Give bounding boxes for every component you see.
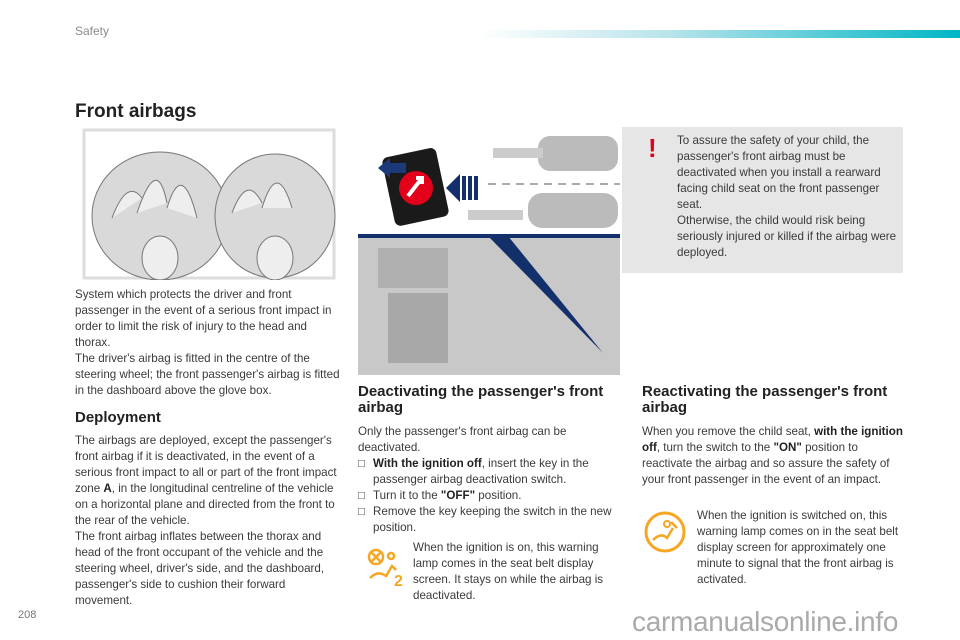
reactivating-section [642, 384, 907, 488]
reactivating-heading: Reactivating the passenger's front airbag [642, 383, 888, 416]
airbag-off-lamp-icon [366, 548, 410, 588]
text: When you remove the child seat, [642, 425, 815, 438]
page-number: 208 [18, 609, 37, 621]
warning-icon: ! [648, 133, 657, 163]
text: Turn it to the [373, 489, 441, 502]
text: , in the longitudinal centreline of the vehicle on a horizontal plane and directed from the front to the rear of the vehicle. [75, 482, 335, 527]
intro-paragraph: System which protects the driver and front passenger in the event of a serious front impact in order to limit the risk of injury to the head and thorax. [75, 288, 332, 349]
text: The airbags are deployed, except the passenger's front airbag if it is deactivated, in the event of a serious front impact to all or part of the front impact zone [75, 434, 337, 495]
svg-text:2: 2 [394, 573, 403, 588]
text: Remove the key keeping the switch in the new position. [373, 505, 612, 534]
step-1 [358, 456, 623, 488]
airbag-illustration [82, 128, 340, 280]
watermark: carmanualsonline.info [632, 606, 899, 637]
deactivating-heading: Deactivating the passenger's front airbag [358, 383, 604, 416]
text: position to reactivate the airbag and so assure the safety of your front passenger in the event of an impact. [642, 441, 890, 486]
text: , turn the switch to the [656, 441, 774, 454]
bullet: □ [358, 457, 366, 470]
deployment-heading: Deployment [75, 409, 161, 426]
text: "OFF" [440, 489, 476, 502]
deactivating-intro: Only the passenger's front airbag can be deactivated. [358, 425, 567, 454]
bullet: □ [358, 505, 366, 518]
activated-lamp-text: When the ignition is switched on, this warning lamp comes on in the seat belt display screen for approximately one minute to signal that the front airbag is activated. [697, 509, 899, 586]
header-accent-bar [480, 30, 960, 38]
page-title: Front airbags [75, 101, 197, 122]
bullet: □ [358, 489, 366, 502]
intro-section [75, 287, 340, 609]
text: , insert the key in the passenger airbag deactivation switch. [373, 457, 589, 486]
reactivating-paragraph [642, 424, 907, 488]
text: with the ignition off [642, 425, 903, 454]
warning-text: To assure the safety of your child, the passenger's front airbag must be deactivated when you install a rearward facing child seat on the front passenger seat. [677, 134, 881, 211]
child-safety-warning [622, 127, 903, 273]
airbag-on-lamp-icon [643, 510, 687, 554]
text: position. [475, 489, 522, 502]
deployment-paragraph [75, 433, 340, 529]
step-3 [358, 504, 623, 536]
zone-label: A [103, 482, 112, 495]
deployment-paragraph: The front airbag inflates between the thorax and head of the front occupant of the vehicle and the steering wheel, driver's side, and the dashboard, passenger's side to cushion their forward movement. [75, 530, 325, 607]
text: "ON" [773, 441, 802, 454]
text: With the ignition off [373, 457, 482, 470]
deactivating-section [358, 384, 623, 536]
intro-paragraph: The driver's airbag is fitted in the centre of the steering wheel; the front passenger's airbag is fitted in the dashboard above the glove box. [75, 352, 340, 397]
step-2 [358, 488, 623, 504]
warning-text: Otherwise, the child would risk being seriously injured or killed if the airbag were deployed. [677, 214, 897, 259]
deactivation-switch-diagram [358, 128, 620, 375]
section-label: Safety [75, 24, 110, 38]
deactivated-lamp-text: When the ignition is on, this warning lamp comes in the seat belt display screen. It stays on while the airbag is deactivated. [413, 541, 604, 602]
